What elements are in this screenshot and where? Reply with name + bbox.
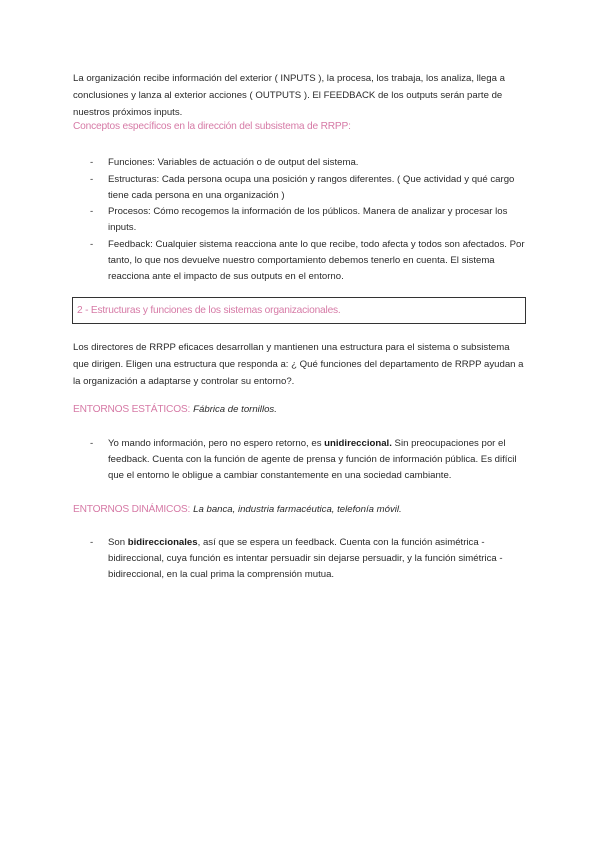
dynamic-list bbox=[90, 535, 530, 584]
dynamic-example: La banca, industria farmacéutica, telefonía móvil. bbox=[193, 504, 402, 515]
list-item: - Yo mando información, pero no espero retorno, es unidireccional. Sin preocupaciones por el feedback. Cuenta con la función de agente de prensa y función de información pública. Es difícil que el entorno le obligue a cambiar constantemente en una sociedad cambiante. bbox=[90, 438, 517, 481]
concepts-list bbox=[90, 155, 530, 285]
list-item: - Estructuras: Cada persona ocupa una posición y rangos diferentes. ( Que actividad y qué cargo tiene cada persona en una organización ) bbox=[90, 173, 515, 201]
list-item: - Funciones: Variables de actuación o de output del sistema. bbox=[90, 157, 359, 168]
section-paragraph: Los directores de RRPP eficaces desarrollan y mantienen una estructura para el sistema o subsistema que dirigen. Eligen una estructura que responda a: ¿ Qué funciones del departamento de RRPP ayudan a la organización a adaptarse y controlar su entorno?. bbox=[73, 342, 524, 387]
static-environments-heading: ENTORNOS ESTÁTICOS: Fábrica de tornillos. bbox=[73, 404, 277, 415]
intro-paragraph: La organización recibe información del exterior ( INPUTS ), la procesa, los trabaja, los analiza, llega a conclusiones y lanza al exterior acciones ( OUTPUTS ). El FEEDBACK de los outputs serán parte de nuestros próximos inputs. bbox=[73, 73, 505, 118]
dynamic-environments-heading: ENTORNOS DINÁMICOS: La banca, industria farmacéutica, telefonía móvil. bbox=[73, 504, 402, 515]
static-list bbox=[90, 436, 530, 485]
list-item: - Procesos: Cómo recogemos la información de los públicos. Manera de analizar y procesar los inputs. bbox=[90, 206, 508, 233]
section-title-box bbox=[72, 297, 526, 324]
list-item: - Son bidireccionales, así que se espera un feedback. Cuenta con la función asimétrica - bidireccional, cuya función es intentar persuadir sin dejarse persuadir, y la función simétrica - bidireccional, en la cual prima la comprensión mutua. bbox=[90, 537, 503, 580]
list-item: - Feedback: Cualquier sistema reacciona ante lo que recibe, todo afecta y todos son afectados. Por tanto, lo que nos devuelve nuestro comportamiento debemos tenerlo en cuenta. El sistema reacciona ante el impacto de sus outputs en el entorno. bbox=[90, 238, 525, 282]
section-title: 2 - Estructuras y funciones de los sistemas organizacionales. bbox=[77, 305, 341, 316]
static-example: Fábrica de tornillos. bbox=[193, 404, 277, 415]
concepts-heading: Conceptos específicos en la dirección del subsistema de RRPP: bbox=[73, 121, 351, 132]
